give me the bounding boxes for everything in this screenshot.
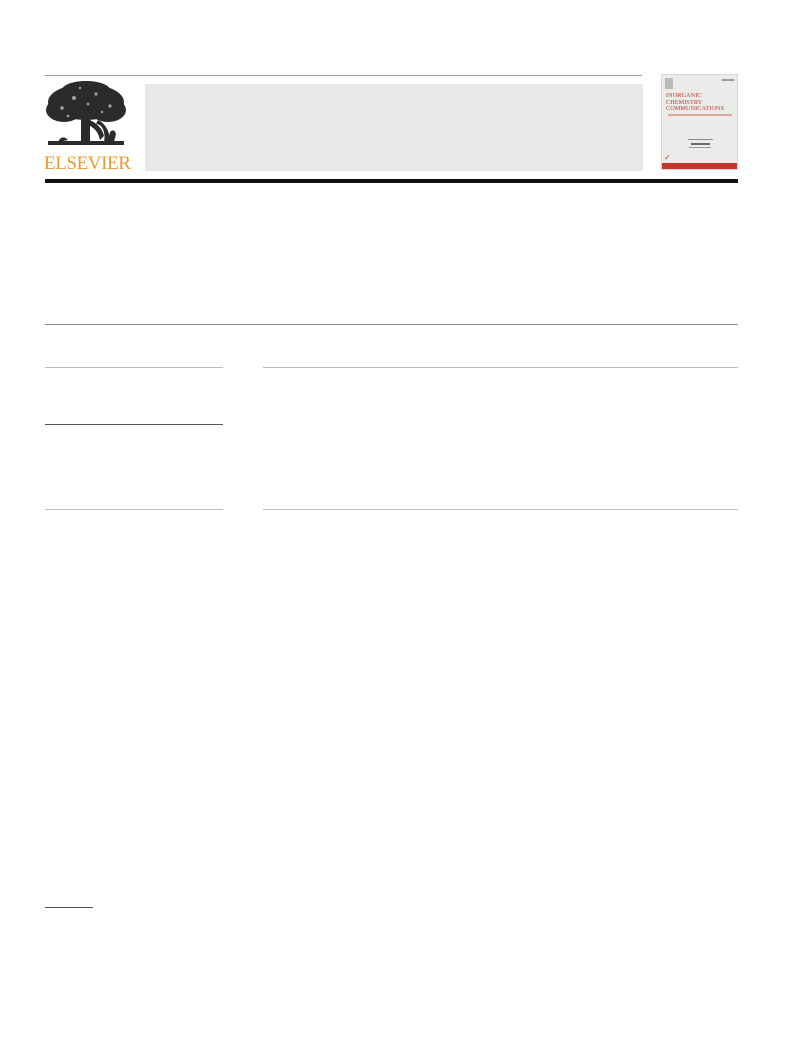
checkmark-icon: ✓ [664,153,671,162]
cover-journal-title: INORGANIC CHEMISTRY COMMUNICATIONS [666,92,725,113]
journal-header-box [145,84,643,171]
cover-text-line [691,143,710,145]
elsevier-tree-icon [44,80,128,154]
abstract-bottom-rule [263,509,738,510]
cover-text-line [688,139,713,140]
footnote-rule [45,907,93,908]
header-top-rule [45,75,642,76]
title-block-divider [45,324,738,325]
cover-bottom-band [662,163,737,169]
cover-text-line [689,147,711,148]
cover-issn-mark [722,79,734,81]
publisher-name: ELSEVIER [44,153,131,174]
journal-cover[interactable] [661,74,738,170]
cover-subtitle-band [668,114,732,116]
publisher-logo[interactable] [44,80,131,174]
header-divider-thick [45,179,738,183]
abstract-top-rule [263,367,738,368]
cover-logo-mark [665,78,673,89]
article-info-bottom-rule [45,509,223,510]
article-info-top-rule [45,367,223,368]
article-info-mid-rule [45,424,223,425]
